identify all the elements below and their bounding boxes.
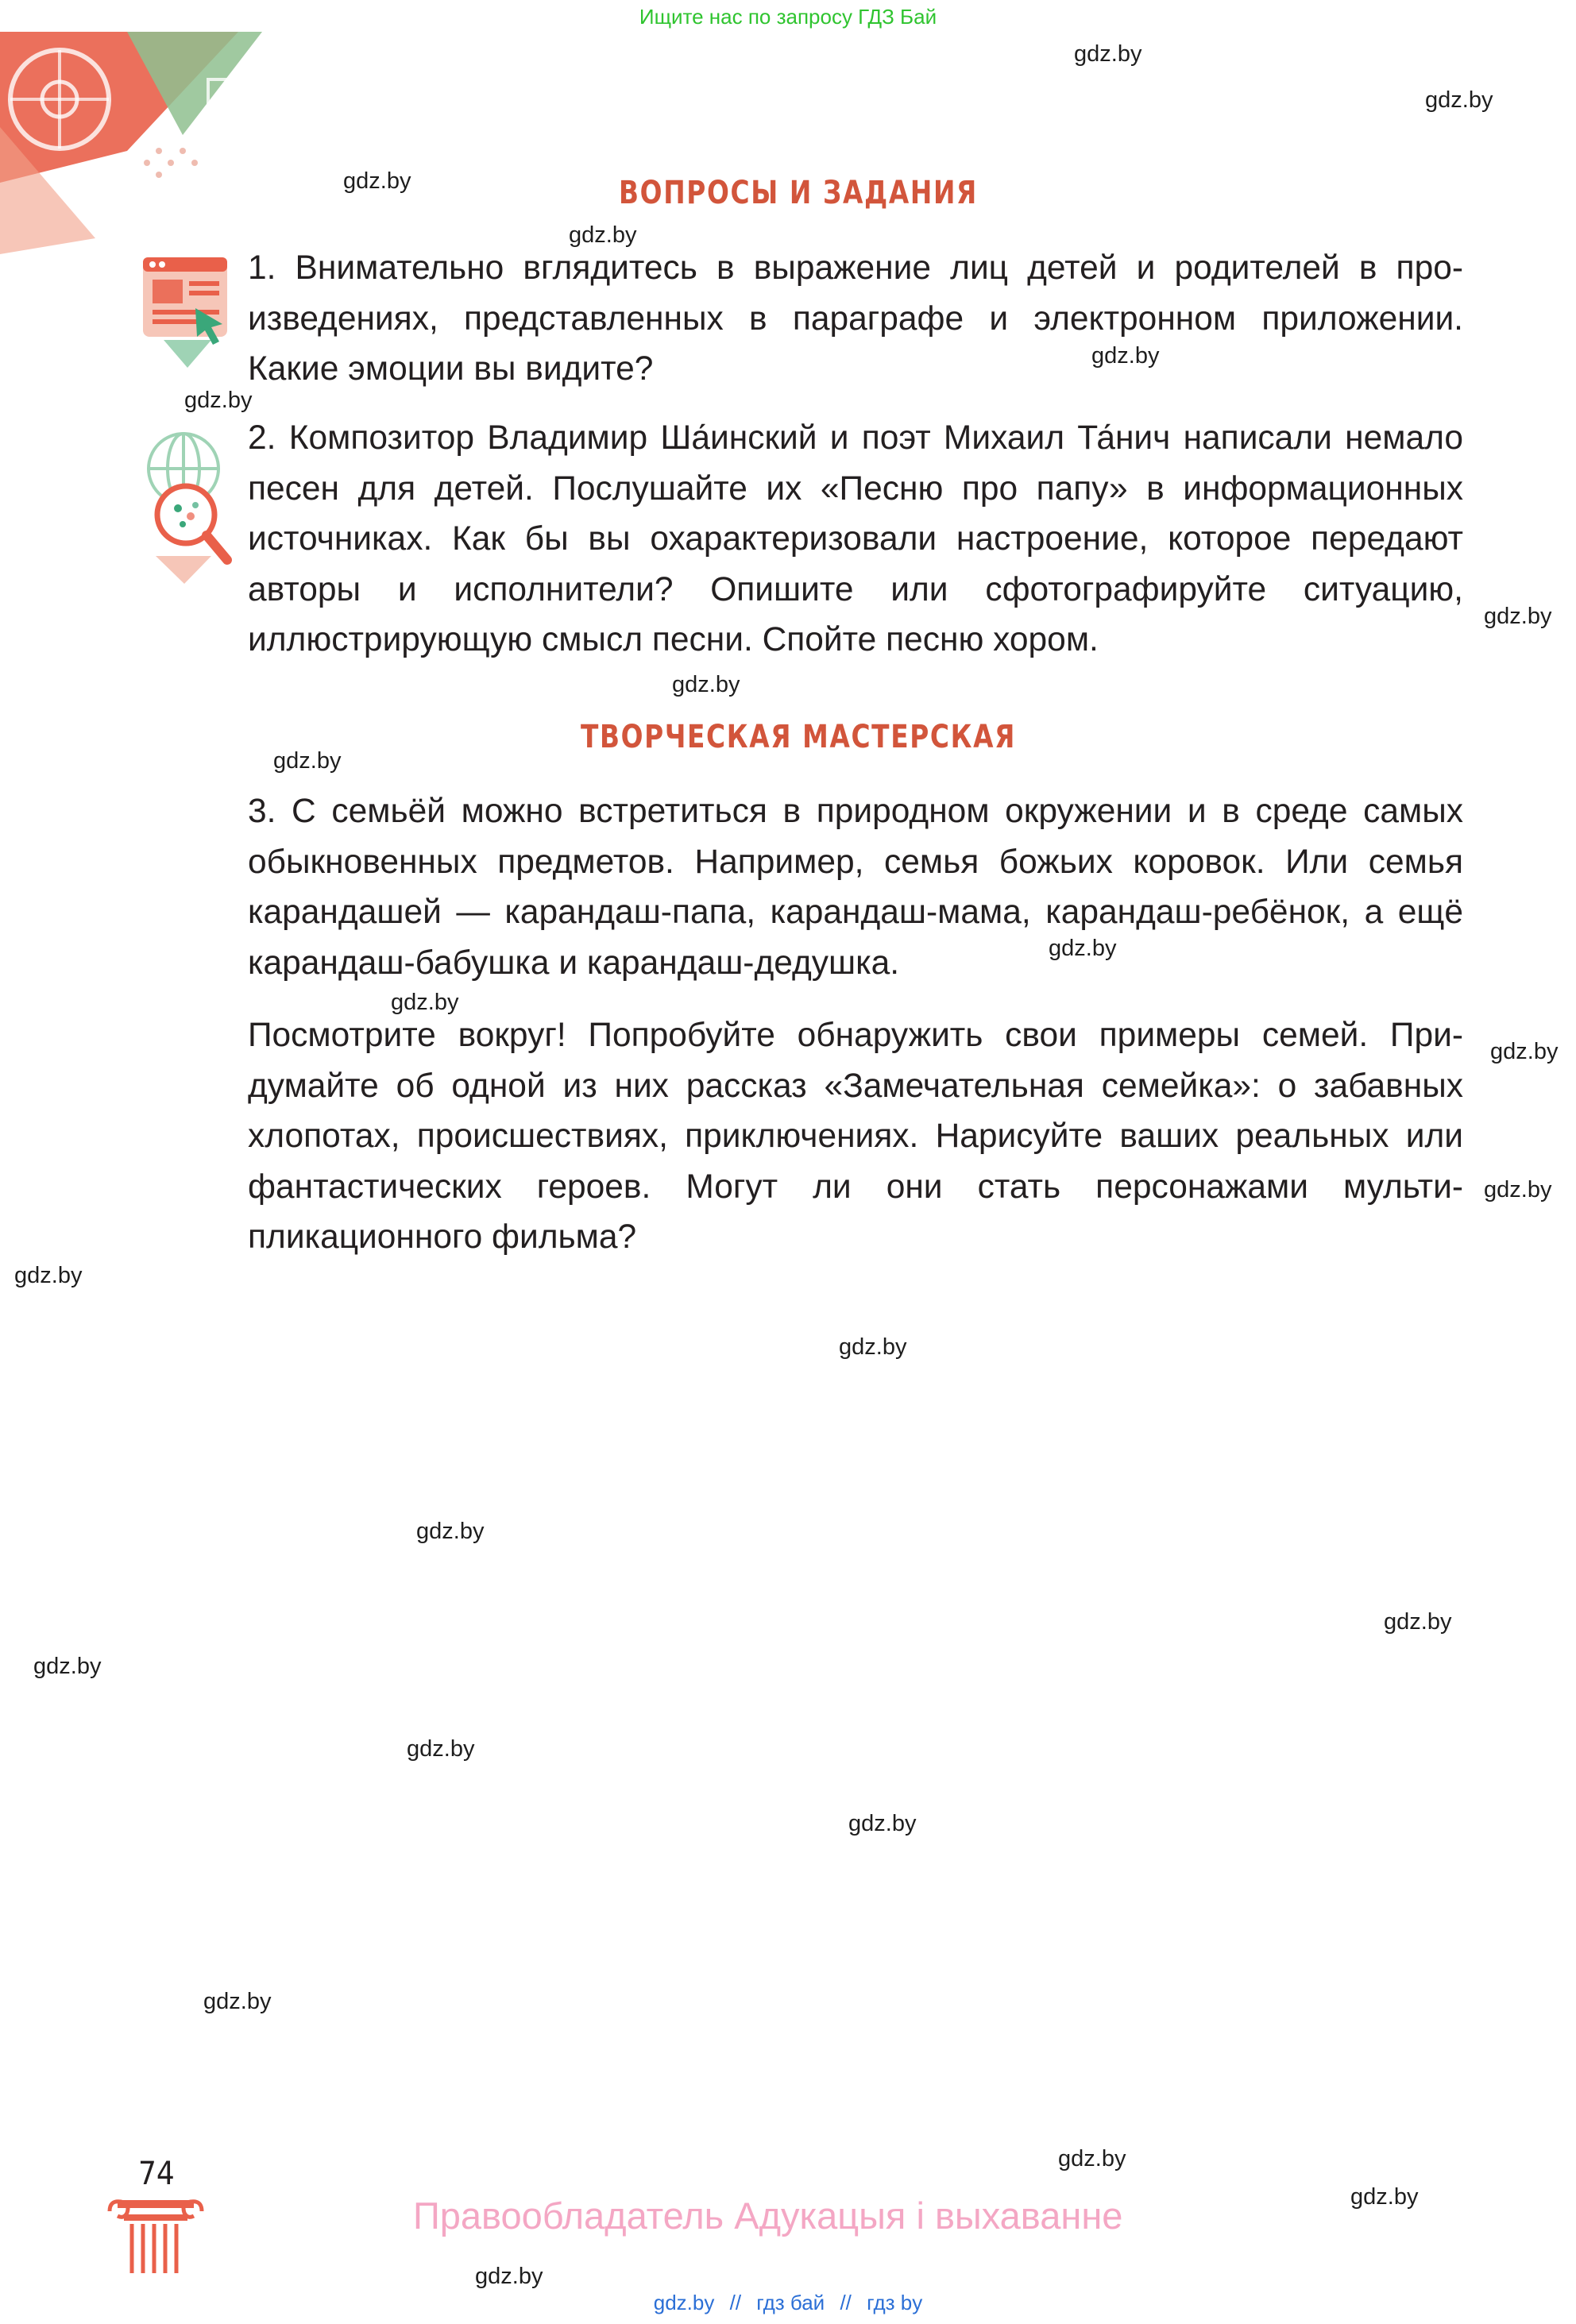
rights-holder-text: Правообладатель Адукацыя і выхаванне — [413, 2195, 1123, 2237]
watermark: gdz.by — [14, 1263, 83, 1288]
watermark: gdz.by — [1049, 936, 1117, 961]
watermark: gdz.by — [416, 1519, 485, 1544]
watermark: gdz.by — [1484, 1177, 1552, 1203]
task-1-text: 1. Внимательно вглядитесь в выражение лиц детей и родителей в произведениях, представленных в параграфе и электронном приложении. Какие эмоции вы видите? — [248, 249, 1463, 388]
electronic-supplement-icon — [140, 253, 235, 372]
watermark: gdz.by — [672, 672, 740, 697]
watermark: gdz.by — [1425, 87, 1493, 113]
column-capital-icon — [103, 2197, 208, 2276]
page-number: 74 — [138, 2156, 175, 2192]
watermark: gdz.by — [1350, 2184, 1419, 2210]
watermark: gdz.by — [343, 168, 411, 194]
footer-separator: // — [729, 2291, 742, 2314]
corner-ornament-icon — [0, 32, 262, 254]
watermark: gdz.by — [203, 1989, 272, 2014]
watermark: gdz.by — [1490, 1039, 1559, 1064]
footer-link-gdz-by[interactable]: gdz.by — [653, 2291, 715, 2314]
footer-links — [0, 2291, 1576, 2315]
watermark: gdz.by — [1091, 343, 1160, 369]
information-search-icon — [140, 429, 235, 588]
watermark: gdz.by — [184, 388, 253, 413]
watermark: gdz.by — [33, 1654, 102, 1679]
task-3-text: 3. С семьёй можно встретиться в природном окружении и в среде самых обыкновенных предметов. Например, семья божьих коровок. Или семья карандашей — карандаш-папа, карандаш-мама, карандаш-ребёнок, а ещё карандаш-бабушка и карандаш-дедушка. — [248, 793, 1463, 982]
watermark: gdz.by — [475, 2264, 543, 2289]
heading-workshop: ТВОРЧЕСКАЯ МАСТЕРСКАЯ — [580, 719, 1017, 755]
task-2-text: 2. Композитор Владимир Ша́инский и поэт Михаил Та́нич написали немало песен для детей. Послушайте их «Песню про папу» в информационных источниках. Как бы вы охарактеризовали настроение, которое передают авторы и исполнители? Опишите или сфотографируйте ситуацию, иллюстрирующую смысл песни. Спойте песню хором. — [248, 419, 1463, 658]
top-banner[interactable]: Ищите нас по запросу ГДЗ Бай — [639, 5, 937, 29]
footer-link-gdz-by-alt[interactable]: гдз by — [867, 2291, 923, 2314]
watermark: gdz.by — [569, 222, 637, 248]
watermark: gdz.by — [1074, 41, 1142, 67]
watermark: gdz.by — [407, 1736, 475, 1762]
watermark: gdz.by — [1058, 2146, 1126, 2172]
footer-separator: // — [840, 2291, 852, 2314]
watermark: gdz.by — [273, 748, 342, 774]
watermark: gdz.by — [1484, 604, 1552, 629]
footer-link-gdz-bai[interactable]: гдз бай — [756, 2291, 825, 2314]
watermark: gdz.by — [391, 990, 459, 1015]
watermark: gdz.by — [1384, 1609, 1452, 1635]
watermark: gdz.by — [848, 1811, 917, 1836]
task-3-continuation-text: Посмотрите вокруг! Попробуйте обнаружить свои примеры семей. Придумайте об одной из них рассказ «Замечательная семейка»: о забавных хлопотах, происшествиях, приключениях. Нарисуйте ваших реальных или фантастических героев. Могут ли они стать персонажами мультипликационного фильма? — [248, 1017, 1463, 1256]
heading-questions: ВОПРОСЫ И ЗАДАНИЯ — [619, 175, 978, 211]
watermark: gdz.by — [839, 1334, 907, 1360]
